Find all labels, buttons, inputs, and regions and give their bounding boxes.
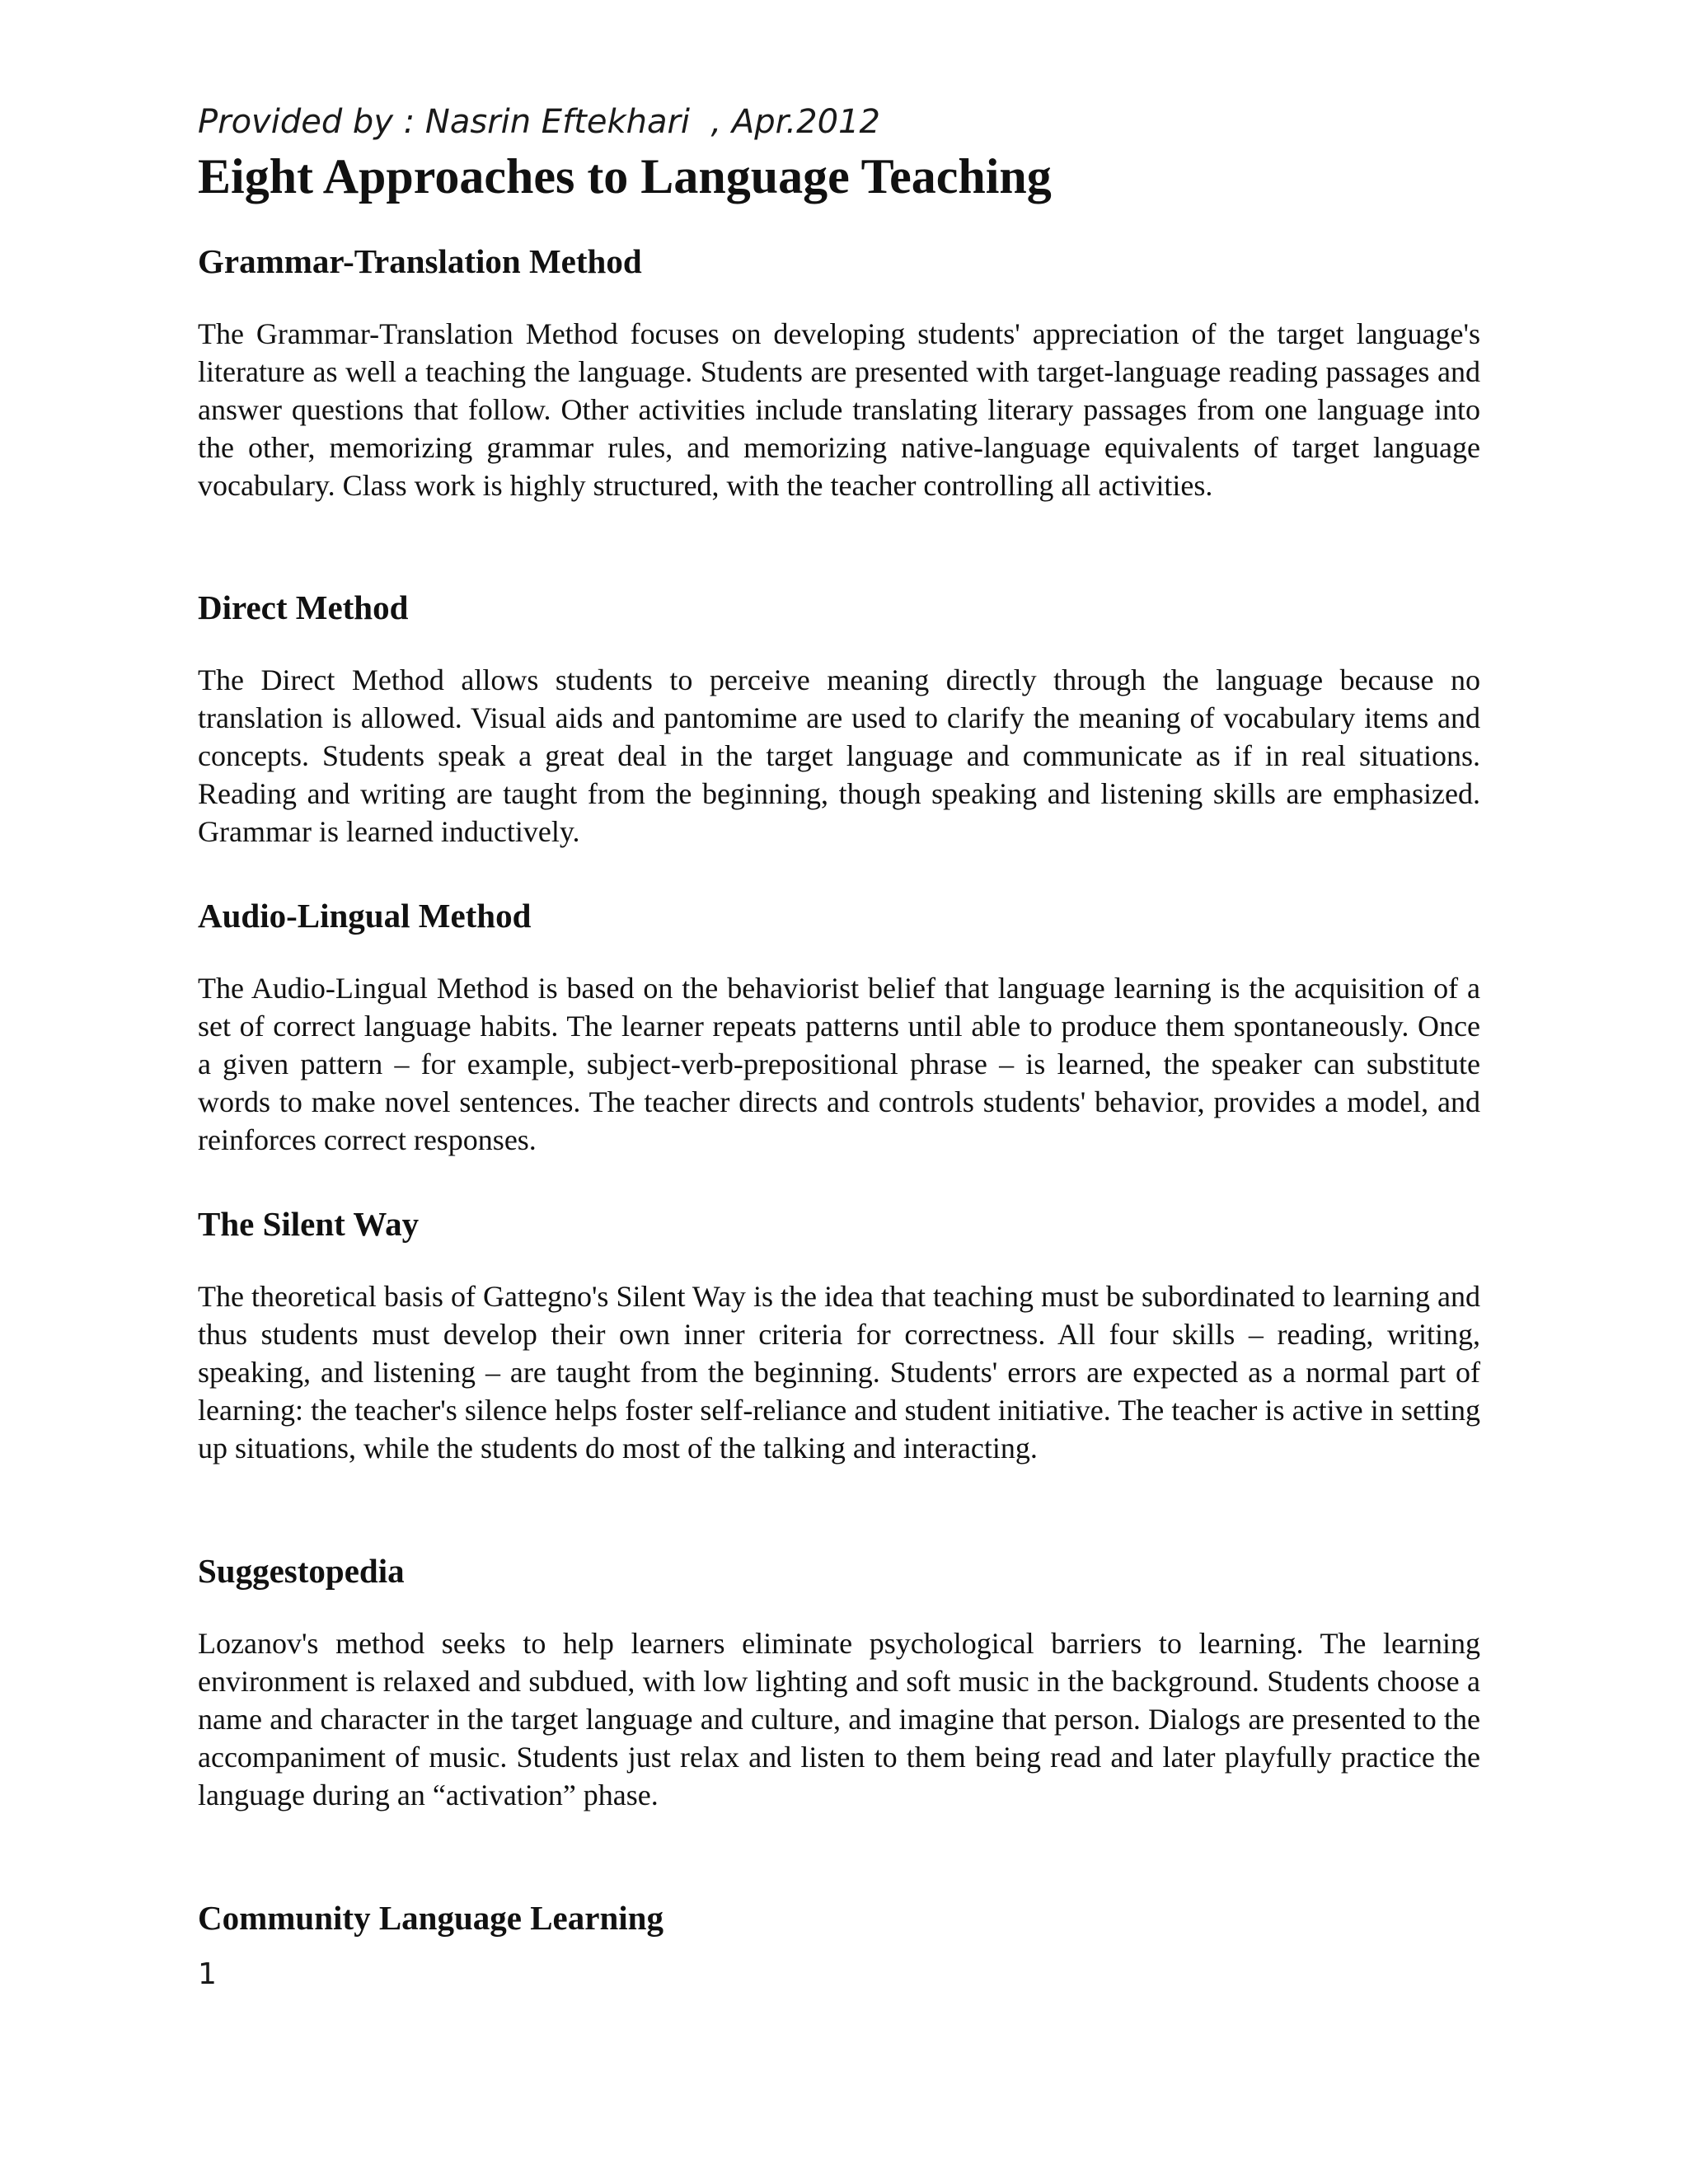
section-audio-lingual <box>198 895 1480 1159</box>
section-suggestopedia <box>198 1550 1480 1814</box>
provided-by-line: Provided by : Nasrin Eftekhari , Apr.2012 <box>198 103 880 141</box>
section-body: Lozanov's method seeks to help learners eliminate psychological barriers to learning. The learning environment is relaxed and subdued, with low lighting and soft music in the background. Students choose a name and character in the target language and culture, and imagine that person. Dialogs are presented to the accompaniment of music. Students just relax and listen to them being read and later playfully practice the language during an “activation” phase. <box>198 1627 1480 1811</box>
section-heading: Grammar-Translation Method <box>198 242 642 280</box>
section-body: The Audio-Lingual Method is based on the behaviorist belief that language learning is the acquisition of a set of correct language habits. The learner repeats patterns until able to produce them spontaneously. Once a given pattern – for example, subject-verb-prepositional phrase – is learned, the speaker can substitute words to make novel sentences. The teacher directs and controls students' behavior, provides a model, and reinforces correct responses. <box>198 972 1480 1156</box>
section-heading: The Silent Way <box>198 1205 420 1243</box>
section-community-language-learning <box>198 1897 1480 1938</box>
document-title: Eight Approaches to Language Teaching <box>198 149 1052 204</box>
section-silent-way <box>198 1203 1480 1467</box>
section-body: The theoretical basis of Gattegno's Silent Way is the idea that teaching must be subordinated to learning and thus students must develop their own inner criteria for correctness. All four skills – reading, writing, speaking, and listening – are taught from the beginning. Students' errors are expected as a normal part of learning: the teacher's silence helps foster self-reliance and student initiative. The teacher is active in setting up situations, while the students do most of the talking and interacting. <box>198 1280 1480 1465</box>
section-grammar-translation <box>198 241 1480 504</box>
page-number: 1 <box>198 1957 217 1991</box>
section-body: The Direct Method allows students to perceive meaning directly through the language because no translation is allowed. Visual aids and pantomime are used to clarify the meaning of vocabulary items and concepts. Students speak a great deal in the target language and communicate as if in real situations. Reading and writing are taught from the beginning, though speaking and listening skills are emphasized. Grammar is learned inductively. <box>198 663 1480 848</box>
section-heading: Direct Method <box>198 588 409 626</box>
section-heading: Suggestopedia <box>198 1552 405 1590</box>
section-body: The Grammar-Translation Method focuses on developing students' appreciation of the target language's literature as well a teaching the language. Students are presented with target-language reading passages and answer questions that follow. Other activities include translating literary passages from one language into the other, memorizing grammar rules, and memorizing native-language equivalents of target language vocabulary. Class work is highly structured, with the teacher controlling all activities. <box>198 317 1480 502</box>
section-heading: Audio-Lingual Method <box>198 897 532 935</box>
section-heading: Community Language Learning <box>198 1899 663 1937</box>
section-direct-method <box>198 587 1480 851</box>
